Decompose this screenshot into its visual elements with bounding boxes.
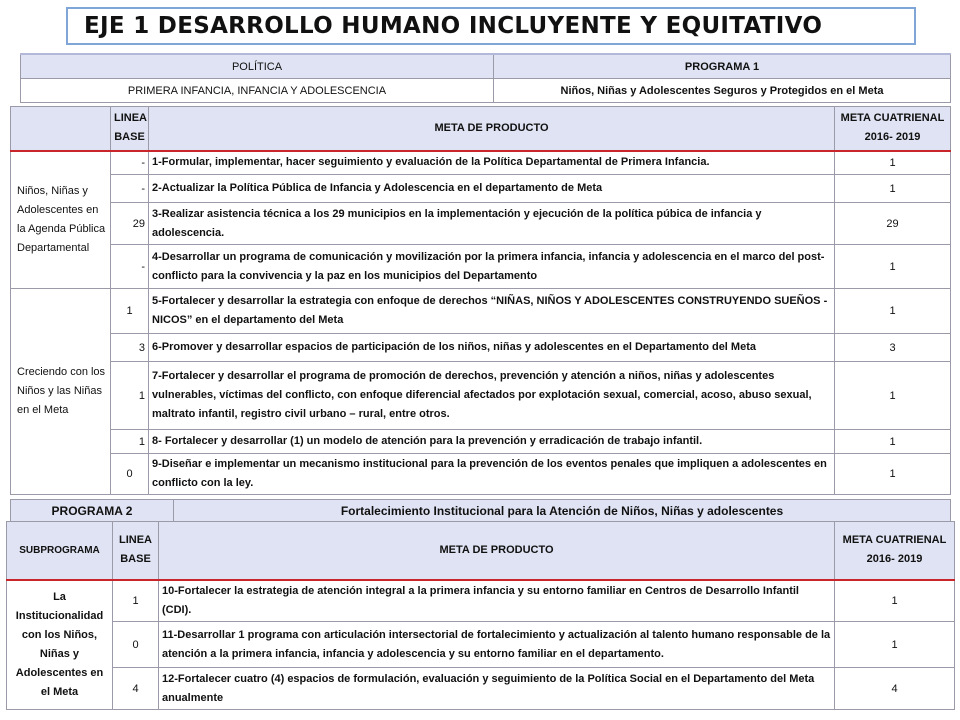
meta-cuatrienal-cell: 1 (835, 151, 951, 175)
meta-cuatrienal-cell: 1 (835, 175, 951, 203)
meta-producto-cell: 9-Diseñar e implementar un mecanismo institucional para la prevención de los eventos penales que impliquen a adolescentes en conflicto con la ley. (149, 454, 835, 495)
program2-bar (10, 499, 951, 522)
politica-header: POLÍTICA (21, 54, 494, 79)
programa-value: Niños, Niñas y Adolescentes Seguros y Protegidos en el Meta (494, 79, 951, 103)
policy-table (20, 53, 951, 103)
program1-table (10, 106, 951, 495)
subprogram-name: Creciendo con los Niños y las Niñas en el Meta (11, 289, 111, 495)
header-subprograma-blank (11, 107, 111, 151)
program2-label: PROGRAMA 2 (11, 500, 174, 522)
program2-table (6, 521, 955, 710)
meta-producto-cell: 6-Promover y desarrollar espacios de participación de los niños, niñas y adolescentes en el Departamento del Meta (149, 334, 835, 362)
meta-cuatrienal-cell: 3 (835, 334, 951, 362)
meta-producto-cell: 12-Fortalecer cuatro (4) espacios de formulación, evaluación y seguimiento de la Política Social en el Departamento del Meta anualmente (159, 668, 835, 710)
header-meta-producto: META DE PRODUCTO (149, 107, 835, 151)
meta-producto-cell: 3-Realizar asistencia técnica a los 29 municipios en la implementación y ejecución de la política púbica de infancia y adolescencia. (149, 203, 835, 245)
meta-producto-cell: 11-Desarrollar 1 programa con articulación intersectorial de fortalecimiento y actualización al talento humano responsable de la atención a la primera infancia, infancia y adolescencia y su entorno familiar en el departamento. (159, 622, 835, 668)
subprogram-name: La Institucionalidad con los Niños, Niñas y Adolescentes en el Meta (7, 580, 113, 710)
header-linea-base: LINEA BASE (113, 522, 159, 580)
meta-producto-cell: 7-Fortalecer y desarrollar el programa de promoción de derechos, prevención y atención a niños, niñas y adolescentes vulnerables, víctimas del conflicto, con enfoque diferencial afectados por explotación sexual, comercial, acoso, abuso sexual, maltrato infantil, registro civil urbano – rural, entre otros. (149, 362, 835, 430)
meta-cuatrienal-cell: 1 (835, 454, 951, 495)
linea-base-cell: 1 (111, 362, 149, 430)
header-linea-base: LINEA BASE (111, 107, 149, 151)
meta-producto-cell: 4-Desarrollar un programa de comunicación y movilización por la primera infancia, infancia y adolescencia en el marco del post-conflicto para la convivencia y la paz en los municipios del Departamento (149, 245, 835, 289)
header-meta-cuatrienal: META CUATRIENAL 2016- 2019 (835, 522, 955, 580)
meta-producto-cell: 8- Fortalecer y desarrollar (1) un modelo de atención para la prevención y erradicación de trabajo infantil. (149, 430, 835, 454)
meta-cuatrienal-cell: 1 (835, 245, 951, 289)
program2-value: Fortalecimiento Institucional para la Atención de Niños, Niñas y adolescentes (174, 500, 951, 522)
meta-producto-cell: 10-Fortalecer la estrategia de atención integral a la primera infancia y su entorno familiar en Centros de Desarrollo Infantil (CDI). (159, 580, 835, 622)
meta-producto-cell: 1-Formular, implementar, hacer seguimiento y evaluación de la Política Departamental de Primera Infancia. (149, 151, 835, 175)
programa-header: PROGRAMA 1 (494, 54, 951, 79)
meta-cuatrienal-cell: 1 (835, 362, 951, 430)
linea-base-cell: 0 (113, 622, 159, 668)
header-meta-cuatrienal: META CUATRIENAL 2016- 2019 (835, 107, 951, 151)
meta-cuatrienal-cell: 29 (835, 203, 951, 245)
linea-base-cell: 4 (113, 668, 159, 710)
politica-value: PRIMERA INFANCIA, INFANCIA Y ADOLESCENCIA (21, 79, 494, 103)
linea-base-cell: 29 (111, 203, 149, 245)
meta-cuatrienal-cell: 1 (835, 289, 951, 334)
subprogram-name: Niños, Niñas y Adolescentes en la Agenda Pública Departamental (11, 151, 111, 289)
meta-cuatrienal-cell: 1 (835, 580, 955, 622)
header-meta-producto: META DE PRODUCTO (159, 522, 835, 580)
meta-producto-cell: 2-Actualizar la Política Pública de Infancia y Adolescencia en el departamento de Meta (149, 175, 835, 203)
meta-producto-cell: 5-Fortalecer y desarrollar la estrategia con enfoque de derechos “NIÑAS, NIÑOS Y ADOLESCENTES CONSTRUYENDO SUEÑOS - NICOS” en el departamento del Meta (149, 289, 835, 334)
linea-base-cell: 3 (111, 334, 149, 362)
header-subprograma: SUBPROGRAMA (7, 522, 113, 580)
meta-cuatrienal-cell: 1 (835, 430, 951, 454)
linea-base-cell: 1 (111, 430, 149, 454)
meta-cuatrienal-cell: 4 (835, 668, 955, 710)
title-box (66, 7, 916, 45)
meta-cuatrienal-cell: 1 (835, 622, 955, 668)
linea-base-cell: - (111, 175, 149, 203)
linea-base-cell: 1 (113, 580, 159, 622)
linea-base-cell: - (111, 151, 149, 175)
linea-base-cell: 1 (111, 289, 149, 334)
linea-base-cell: - (111, 245, 149, 289)
page-title: EJE 1 DESARROLLO HUMANO INCLUYENTE Y EQUITATIVO (84, 13, 823, 39)
linea-base-cell: 0 (111, 454, 149, 495)
